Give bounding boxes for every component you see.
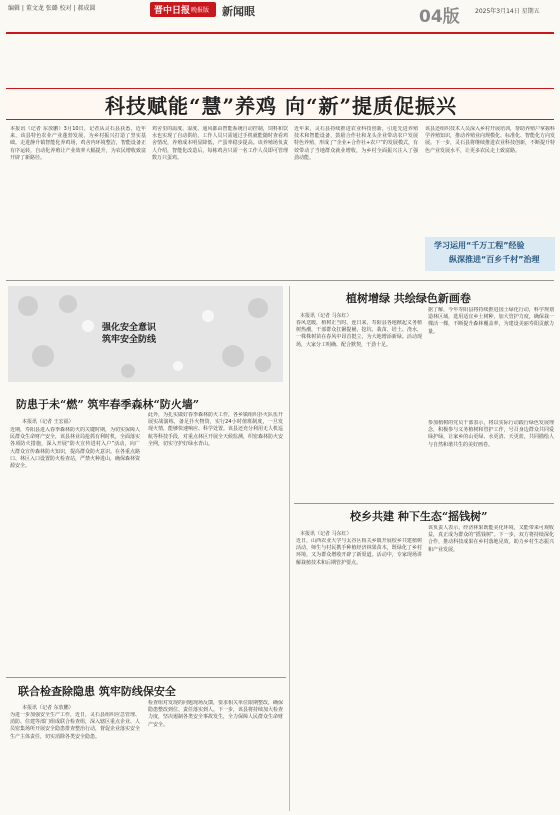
banner-line-2: 纵深推进“百乡千村”治理 [449, 255, 540, 264]
header-rule [6, 32, 554, 34]
masthead-name: 晋中日报 [154, 6, 191, 16]
fire-column-2: 此外，为扎实做好春季森林防火工作，各乡镇组织扑火队伍开展实战演练，备足扑火物资，实行24小时值班制度，一旦发现火情，能够快速响应、科学处置。该县还充分利用无人机巡航等科技手段，对重点林区开展全天候监测，织密森林防火安全网，切实守护好绿水青山。 [148, 412, 283, 447]
school-byline: 本报讯（记者 马东红） [300, 531, 352, 537]
tree-column-1: 春风送暖，植树正当时。连日来，寿阳县各地掀起义务植树热潮，干部群众扛锹提桶，挖坑、栽苗、培土、浇水，一株株树苗在春风中昂首挺立，为大地增添新绿。活动现场，大家分工明确、配合默契，干劲十足。 [296, 320, 422, 348]
inspection-byline: 本报讯（记者 东放鹏） [22, 705, 74, 711]
section-title: 新闻眼 [222, 5, 255, 18]
school-headline: 校乡共建 种下生态“摇钱树” [350, 510, 488, 523]
masthead-logo [150, 2, 216, 17]
inspection-column-2: 检查组对发现的问题现场反馈，要求相关单位限期整改，确保隐患整改到位、责任落实到人。下一步，该县将持续加大检查力度，坚决遏制各类安全事故发生，全力保障人民群众生命财产安全。 [148, 700, 283, 728]
lead-column-4: 该县还组织技术人员深入乡村开展培训，帮助养殖户掌握科学养殖知识，推动养殖业向规模化、标准化、智能化方向发展。下一步，灵石县将继续推进农业科技创新，不断提升特色产业发展水平，让更多农民走上致富路。 [425, 126, 555, 154]
safety-slogan-1: 强化安全意识 [102, 323, 157, 333]
lead-column-2: 鸡舍里的温度、湿度、通风都由智能系统自动控制，饲料和饮水也实现了自动供给，工作人员只需通过手机就能随时查看鸡舍情况，养殖成本明显降低，产蛋率稳步提高。该养殖场负责人介绍，智能化改造后，每栋鸡舍只需一名工作人员即可管理数万只蛋鸡。 [152, 126, 288, 161]
page-number: 04版 [419, 7, 460, 27]
section-divider [294, 503, 554, 504]
lead-headline: 科技赋能“慧”养鸡 向“新”提质促振兴 [105, 94, 457, 118]
section-divider [6, 280, 554, 281]
fire-byline: 本报讯（记者 王宏福） [22, 419, 74, 425]
banner-line-1: 学习运用“千万工程”经验 [434, 241, 525, 250]
tree-headline: 植树增绿 共绘绿色新画卷 [346, 292, 471, 305]
safety-slogan [92, 318, 212, 356]
inspection-column-1: 为进一步加强安全生产工作，近日，灵石县组织应急管理、消防、住建等部门组成联合检查组，深入辖区重点企业、人员密集场所开展安全隐患排查整治行动，督促企业落实安全生产主体责任，切实消除各类安全隐患。 [10, 712, 140, 740]
lead-column-1: 本报讯（记者 东放鹏）3月10日，记者从灵石县获悉，近年来，该县特色农业产业蓬勃发展，为乡村振兴打造了坚实基础。走进静升镇智能化养鸡场，鸡舍内环境整洁，智能设备正有序运转，自动化养殖让产业效率大幅提升，为农民增收致富开辟了新路径。 [10, 126, 146, 161]
issue-date: 2025年3月14日 星期五 [475, 8, 540, 15]
tree-column-3: 参加植树的党员干部表示，将以实际行动践行绿色发展理念，积极参与义务植树和管护工作，号召身边群众共同爱绿护绿，让家乡的山更绿、水更清、天更蓝，共同描绘人与自然和谐共生的美好画卷。 [428, 420, 554, 448]
tree-column-2: 据了解，今年寿阳县将持续推进国土绿化行动，科学规划造林区域，选用适宜乡土树种，加大管护力度，确保栽一棵活一棵，不断提升森林覆盖率，为建设美丽寿阳贡献力量。 [428, 307, 554, 335]
section-divider [6, 677, 286, 678]
masthead-edition: 晚报版 [191, 7, 210, 14]
editor-credits: 编辑 | 董文龙 张璐 校对 | 郝成圆 [8, 5, 96, 12]
tree-byline: 本报讯（记者 马东红） [300, 313, 352, 319]
fire-column-1: 近期，寿阳县进入春季森林防火的关键时期，为切实保障人民群众生命财产安全，该县林业局抢抓有利时机，全面落实各项防火措施，深入开展“防火宣传进村入户”活动，向广大群众宣传森林防火知识，提高群众防火意识。在各重点路口、林区入口设置防火检查站，严禁火种进山，确保森林资源安全。 [10, 427, 140, 470]
safety-slogan-2: 筑牢安全防线 [102, 335, 157, 345]
column-divider [289, 286, 290, 811]
school-column-2: 该负责人表示，经济林果既能美化环境，又能带来可观收益，真正成为群众的“摇钱树”。下一步，双方将持续深化合作，推动科技成果在乡村落地见效，助力乡村生态振兴和产业发展。 [428, 525, 554, 553]
school-column-1: 近日，山西农业大学与太谷区相关乡镇开展校乡共建植树活动，师生与村民携手种植经济林果苗木，既绿化了乡村环境，又为群众增收开辟了新渠道。活动中，专家现场讲解栽植技术和后期管护要点。 [296, 538, 422, 566]
fire-headline: 防患于未“燃” 筑牢春季森林“防火墙” [16, 398, 200, 411]
lead-column-3: 近年来，灵石县持续推进农业科技创新，引进先进养殖技术和智能设备，鼓励合作社和龙头企业带动农户发展特色养殖，形成了“企业+合作社+农户”的发展模式，有效带动了当地群众就业增收，为乡村全面振兴注入了强劲动能。 [294, 126, 418, 161]
inspection-headline: 联合检查除隐患 筑牢防线保安全 [18, 685, 176, 698]
campaign-banner [425, 237, 555, 271]
